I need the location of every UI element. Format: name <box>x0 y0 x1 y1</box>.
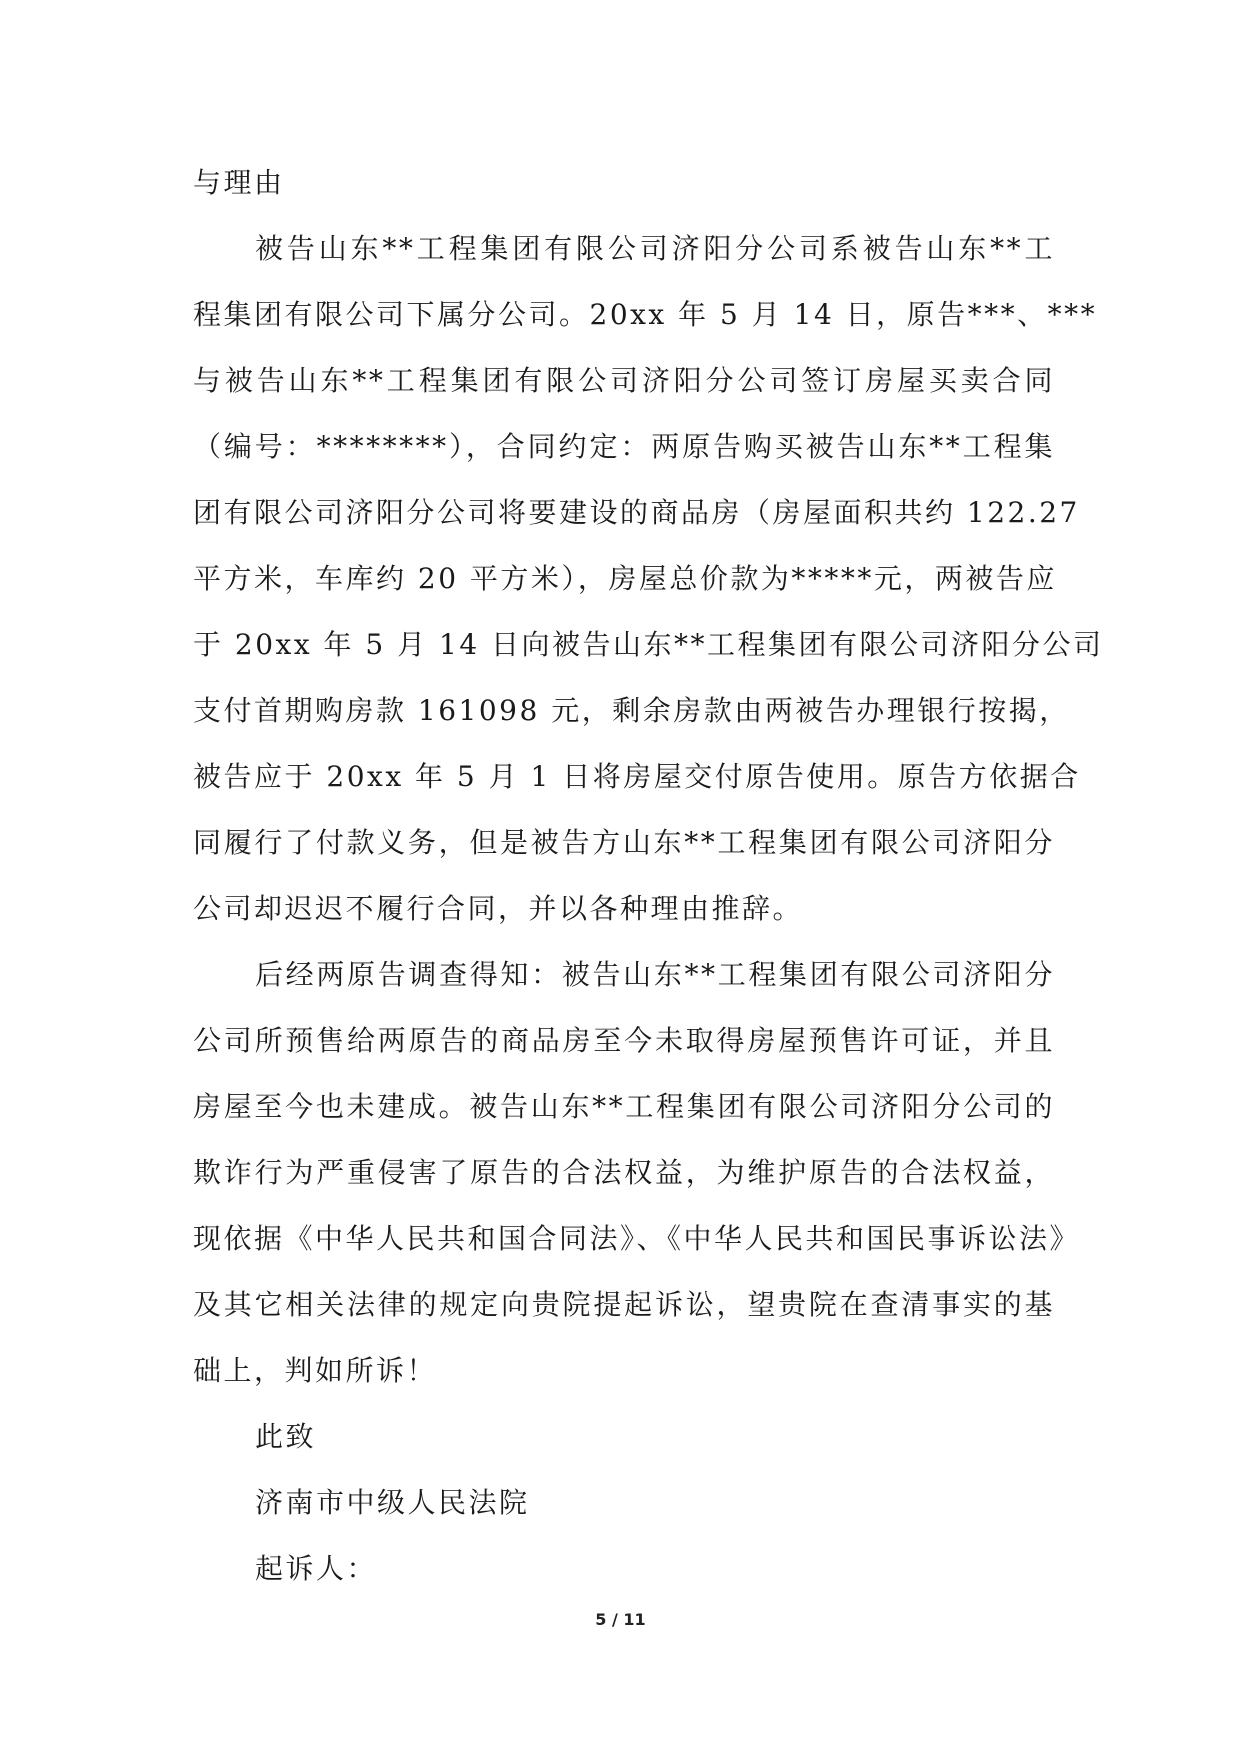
text-line: 公司所预售给两原告的商品房至今未取得房屋预售许可证，并且 <box>193 1024 1055 1057</box>
text-line: 此致 <box>255 1420 317 1453</box>
text-line: 与理由 <box>193 166 285 199</box>
document-body <box>193 150 1104 1602</box>
text-line: 团有限公司济阳分公司将要建设的商品房（房屋面积共约 122.27 <box>193 496 1080 529</box>
text-line: 后经两原告调查得知：被告山东**工程集团有限公司济阳分 <box>255 958 1055 991</box>
text-line: 及其它相关法律的规定向贵院提起诉讼，望贵院在查清事实的基 <box>193 1288 1055 1321</box>
text-line: 房屋至今也未建成。被告山东**工程集团有限公司济阳分公司的 <box>193 1090 1055 1123</box>
text-line: 被告应于 20xx 年 5 月 1 日将房屋交付原告使用。原告方依据合 <box>193 760 1081 793</box>
text-line: 平方米，车库约 20 平方米），房屋总价款为*****元，两被告应 <box>193 562 1057 595</box>
text-line: 同履行了付款义务，但是被告方山东**工程集团有限公司济阳分 <box>193 826 1055 859</box>
text-line: 公司却迟迟不履行合同，并以各种理由推辞。 <box>193 892 804 925</box>
text-line: 欺诈行为严重侵害了原告的合法权益，为维护原告的合法权益， <box>193 1156 1055 1189</box>
text-line: 济南市中级人民法院 <box>255 1486 530 1519</box>
text-line: 被告山东**工程集团有限公司济阳分公司系被告山东**工 <box>255 232 1055 265</box>
text-line: 现依据《中华人民共和国合同法》、《中华人民共和国民事诉讼法》 <box>193 1222 1081 1255</box>
page-number: 5 / 11 <box>595 1610 646 1629</box>
text-line: 础上，判如所诉！ <box>193 1354 438 1387</box>
text-line: 于 20xx 年 5 月 14 日向被告山东**工程集团有限公司济阳分公司 <box>193 628 1104 661</box>
text-line: 支付首期购房款 161098 元，剩余房款由两被告办理银行按揭， <box>193 694 1070 727</box>
text-line: 起诉人： <box>255 1552 378 1585</box>
text-line: （编号：********），合同约定：两原告购买被告山东**工程集 <box>193 430 1055 463</box>
text-line: 程集团有限公司下属分公司。20xx 年 5 月 14 日，原告***、*** <box>193 298 1098 331</box>
text-line: 与被告山东**工程集团有限公司济阳分公司签订房屋买卖合同 <box>193 364 1055 397</box>
